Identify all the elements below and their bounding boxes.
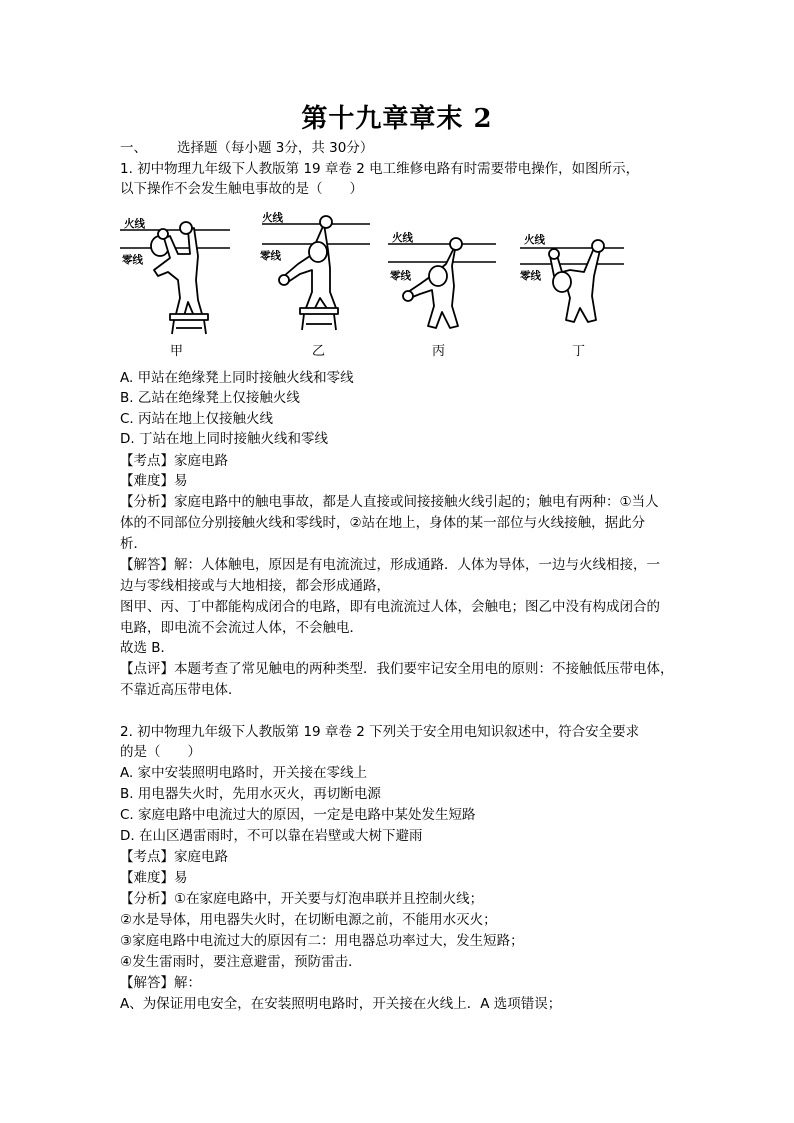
q1-solution-line1: 【解答】解：人体触电，原因是有电流流过，形成通路．人体为导体，一边与火线相接，一 xyxy=(120,557,660,573)
q2-option-b: B. 用电器失火时，先用水灭火，再切断电源 xyxy=(120,786,381,802)
live-wire-label: 火线 xyxy=(524,234,545,246)
neutral-wire-label: 零线 xyxy=(390,270,411,282)
q2-analysis-line1: 【分析】①在家庭电路中，开关要与灯泡串联并且控制火线； xyxy=(120,891,484,907)
q2-stem-line1: 2. 初中物理九年级下人教版第 19 章卷 2 下列关于安全用电知识叙述中，符合安全要求 xyxy=(120,724,640,740)
figure-ding xyxy=(514,230,638,358)
q1-figure-group xyxy=(118,208,638,360)
figure-caption: 丁 xyxy=(572,344,586,359)
q2-option-c: C. 家庭电路中电流过大的原因，一定是电路中某处发生短路 xyxy=(120,807,476,823)
section-heading xyxy=(120,138,373,158)
q2-analysis-line3: ③家庭电路中电流过大的原因有二：用电器总功率过大，发生短路； xyxy=(120,933,524,949)
figure-caption: 丙 xyxy=(432,344,446,359)
q1-analysis-line3: 析． xyxy=(120,536,147,552)
q1-solution-line3: 图甲、丙、丁中都能构成闭合的电路，即有电流流过人体，会触电；图乙中没有构成闭合的 xyxy=(120,599,660,615)
page-title: 第十九章章末 2 xyxy=(301,104,493,134)
q1-option-b: B. 乙站在绝缘凳上仅接触火线 xyxy=(120,390,300,406)
q1-solution-line4: 电路，即电流不会流过人体，不会触电． xyxy=(120,620,363,636)
q1-stem-line2: 以下操作不会发生触电事故的是（ ） xyxy=(120,181,363,197)
neutral-wire-label: 零线 xyxy=(122,254,143,266)
section-number: 一、 xyxy=(120,140,147,156)
figure-bing xyxy=(384,226,504,358)
q1-comment-line1: 【点评】本题考查了常见触电的两种类型．我们要牢记安全用电的原则：不接触低压带电体， xyxy=(120,661,674,677)
q2-solution-line1: 【解答】解： xyxy=(120,975,201,991)
q2-option-a: A. 家中安装照明电路时，开关接在零线上 xyxy=(120,765,368,781)
q1-option-c: C. 丙站在地上仅接触火线 xyxy=(120,411,274,427)
q1-difficulty: 【难度】易 xyxy=(120,473,188,489)
q1-solution-line2: 边与零线相接或与大地相接，都会形成通路， xyxy=(120,578,390,594)
q1-topic: 【考点】家庭电路 xyxy=(120,453,228,469)
neutral-wire-label: 零线 xyxy=(520,270,541,282)
figure-caption: 甲 xyxy=(170,344,184,359)
q1-analysis-line1: 【分析】家庭电路中的触电事故，都是人直接或间接接触火线引起的；触电有两种：①当人 xyxy=(120,494,659,510)
figure-caption: 乙 xyxy=(312,344,326,359)
q2-difficulty: 【难度】易 xyxy=(120,870,188,886)
electrician-on-stool-illustration xyxy=(258,208,388,338)
q1-stem-line1: 1. 初中物理九年级下人教版第 19 章卷 2 电工维修电路有时需要带电操作，如图所示， xyxy=(120,161,640,177)
q2-option-d: D. 在山区遇雷雨时，不可以靠在岩壁或大树下避雨 xyxy=(120,828,423,844)
figure-yi xyxy=(258,208,388,358)
live-wire-label: 火线 xyxy=(262,212,283,224)
q2-solution-line2: A、为保证用电安全，在安装照明电路时，开关接在火线上．A 选项错误； xyxy=(120,996,562,1012)
q1-answer: 故选 B． xyxy=(120,640,175,656)
q1-comment-line2: 不靠近高压带电体． xyxy=(120,682,242,698)
section-text: 选择题（每小题 3分，共 30分） xyxy=(177,140,374,156)
q2-stem-line2: 的是（ ） xyxy=(120,744,201,760)
figure-jia xyxy=(118,208,248,358)
neutral-wire-label: 零线 xyxy=(260,250,281,262)
live-wire-label: 火线 xyxy=(392,232,413,244)
q1-option-a: A. 甲站在绝缘凳上同时接触火线和零线 xyxy=(120,370,354,386)
q2-analysis-line2: ②水是导体，用电器失火时，在切断电源之前，不能用水灭火； xyxy=(120,912,497,928)
q2-analysis-line4: ④发生雷雨时，要注意避雷，预防雷击． xyxy=(120,954,362,970)
q1-analysis-line2: 体的不同部位分别接触火线和零线时，②站在地上，身体的某一部位与火线接触，据此分 xyxy=(120,515,646,531)
q2-topic: 【考点】家庭电路 xyxy=(120,849,228,865)
live-wire-label: 火线 xyxy=(124,218,145,230)
q1-option-d: D. 丁站在地上同时接触火线和零线 xyxy=(120,431,328,447)
